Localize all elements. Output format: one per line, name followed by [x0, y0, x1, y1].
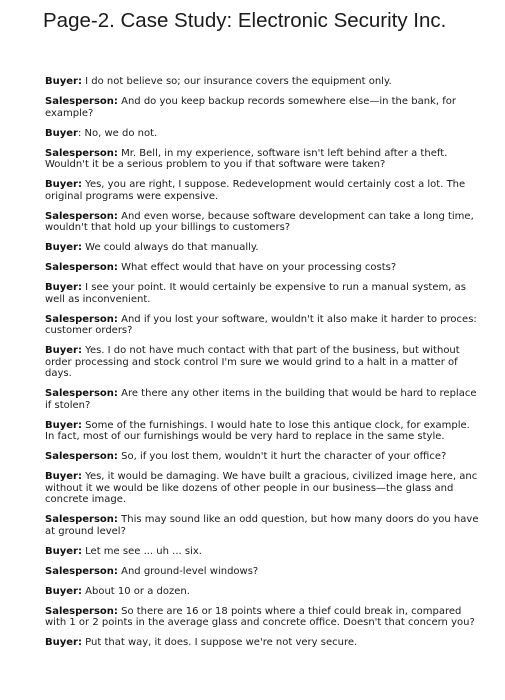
dialogue-turn — [45, 242, 505, 254]
dialogue-line — [45, 526, 505, 538]
dialogue-turn — [45, 586, 505, 598]
speaker-label: Buyer: — [45, 179, 82, 190]
utterance-text: I see your point. It would certainly be expensive to run a manual system, as — [81, 282, 466, 293]
dialogue-line — [45, 222, 505, 234]
dialogue-line — [45, 451, 505, 463]
speaker-label: Salesperson: — [45, 262, 118, 273]
dialogue-line — [45, 546, 505, 558]
dialogue-line — [45, 211, 505, 223]
dialogue-turn — [45, 388, 505, 411]
utterance-text: Let me see ... uh ... six. — [81, 545, 202, 557]
dialogue-line — [45, 566, 505, 578]
utterance-text: well as inconvenient. — [45, 293, 151, 305]
utterance-text: I do not believe so; our insurance covers the equipment only. — [81, 76, 392, 87]
dialogue-line — [45, 148, 505, 160]
utterance-text: About 10 or a dozen. — [81, 585, 190, 597]
dialogue-line — [45, 282, 505, 294]
dialogue-line — [45, 400, 505, 412]
dialogue-line — [45, 262, 505, 274]
dialogue-turn — [45, 546, 505, 558]
dialogue-turn — [45, 179, 505, 202]
speaker-label: Salesperson: — [45, 388, 118, 399]
speaker-label: Buyer: — [45, 282, 82, 293]
dialogue-line — [45, 483, 505, 495]
speaker-label: Salesperson: — [45, 96, 118, 107]
utterance-text: wouldn't that hold up your billings to customers? — [45, 222, 291, 233]
utterance-text: Some of the furnishings. I would hate to lose this antique clock, for example. — [81, 419, 470, 431]
dialogue-turn — [45, 606, 505, 629]
dialogue-line — [45, 159, 505, 171]
dialogue-line — [45, 431, 505, 443]
utterance-text: Yes, you are right, I suppose. Redevelopment would certainly cost a lot. The — [81, 179, 466, 190]
dialogue-line — [45, 191, 505, 203]
dialogue-line — [45, 494, 505, 506]
dialogue-turn — [45, 76, 505, 88]
dialogue-line — [45, 357, 505, 369]
speaker-label: Salesperson: — [45, 565, 118, 577]
speaker-label: Buyer: — [45, 76, 82, 87]
dialogue-line — [45, 388, 505, 400]
utterance-text: : No, we do not. — [77, 127, 158, 139]
utterance-text: And even worse, because software development can take a long time, — [117, 210, 474, 222]
speaker-label: Salesperson: — [45, 147, 118, 159]
utterance-text: Yes. I do not have much contact with that part of the business, but without — [81, 345, 460, 356]
dialogue-line — [45, 637, 505, 649]
utterance-text: And ground-level windows? — [117, 565, 259, 577]
dialogue-line — [45, 514, 505, 526]
dialogue-line — [45, 606, 505, 618]
dialogue-line — [45, 325, 505, 337]
dialogue-turn — [45, 96, 505, 119]
utterance-text: example? — [45, 107, 94, 119]
dialogue-line — [45, 96, 505, 108]
dialogue-turn — [45, 345, 505, 380]
dialogue-turn — [45, 451, 505, 463]
utterance-text: And do you keep backup records somewhere else—in the bank, for — [117, 96, 456, 107]
dialogue-line — [45, 471, 505, 483]
utterance-text: if stolen? — [45, 399, 91, 411]
dialogue-line — [45, 108, 505, 120]
dialogue-turn — [45, 566, 505, 578]
dialogue-line — [45, 76, 505, 88]
dialogue-turn — [45, 211, 505, 234]
dialogue-line — [45, 128, 505, 140]
dialogue-line — [45, 314, 505, 326]
dialogue-turn — [45, 282, 505, 305]
dialogue-line — [45, 617, 505, 629]
speaker-label: Salesperson: — [45, 210, 118, 222]
page-title: Page-2. Case Study: Electronic Security Inc. — [43, 9, 447, 32]
dialogue-turn — [45, 314, 505, 337]
utterance-text: order processing and stock control I'm sure we would grind to a halt in a matter of — [45, 356, 458, 368]
utterance-text: at ground level? — [45, 525, 126, 537]
utterance-text: original programs were expensive. — [45, 190, 219, 202]
speaker-label: Buyer: — [45, 585, 82, 597]
dialogue-transcript — [45, 76, 505, 657]
dialogue-turn — [45, 420, 505, 443]
speaker-label: Salesperson: — [45, 514, 118, 525]
speaker-label: Buyer: — [45, 419, 82, 431]
utterance-text: We could always do that manually. — [81, 242, 259, 253]
speaker-label: Salesperson: — [45, 605, 118, 617]
dialogue-turn — [45, 128, 505, 140]
dialogue-line — [45, 294, 505, 306]
utterance-text: with 1 or 2 points in the average glass and concrete office. Doesn't that concern you? — [45, 617, 475, 628]
dialogue-line — [45, 242, 505, 254]
utterance-text: In fact, most of our furnishings would be very hard to replace in the same style. — [45, 431, 445, 442]
speaker-label: Buyer: — [45, 242, 82, 253]
dialogue-turn — [45, 262, 505, 274]
utterance-text: days. — [45, 368, 72, 379]
utterance-text: Mr. Bell, in my experience, software isn't left behind after a theft. — [117, 147, 448, 159]
utterance-text: concrete image. — [45, 494, 127, 505]
utterance-text: And if you lost your software, wouldn't it also make it harder to proces: — [117, 313, 477, 325]
dialogue-line — [45, 586, 505, 598]
speaker-label: Buyer: — [45, 637, 82, 648]
dialogue-line — [45, 368, 505, 380]
utterance-text: Are there any other items in the building that would be hard to replace — [117, 388, 477, 399]
dialogue-turn — [45, 514, 505, 537]
dialogue-line — [45, 179, 505, 191]
speaker-label: Buyer: — [45, 345, 82, 356]
utterance-text: customer orders? — [45, 325, 133, 336]
utterance-text: So, if you lost them, wouldn't it hurt the character of your office? — [117, 451, 447, 462]
dialogue-turn — [45, 637, 505, 649]
utterance-text: This may sound like an odd question, but how many doors do you have — [117, 514, 479, 525]
speaker-label: Buyer: — [45, 471, 82, 482]
speaker-label: Buyer — [45, 127, 78, 139]
utterance-text: Put that way, it does. I suppose we're not very secure. — [81, 637, 358, 648]
speaker-label: Buyer: — [45, 545, 82, 557]
dialogue-line — [45, 345, 505, 357]
speaker-label: Salesperson: — [45, 451, 118, 462]
utterance-text: Wouldn't it be a serious problem to you if that software were taken? — [45, 159, 386, 170]
utterance-text: So there are 16 or 18 points where a thief could break in, compared — [117, 605, 462, 617]
speaker-label: Salesperson: — [45, 313, 118, 325]
dialogue-turn — [45, 148, 505, 171]
dialogue-line — [45, 420, 505, 432]
utterance-text: Yes, it would be damaging. We have built a gracious, civilized image here, anc — [81, 471, 478, 482]
utterance-text: What effect would that have on your processing costs? — [117, 262, 397, 273]
dialogue-turn — [45, 471, 505, 506]
utterance-text: without it we would be like dozens of other people in our business—the glass and — [45, 482, 454, 494]
